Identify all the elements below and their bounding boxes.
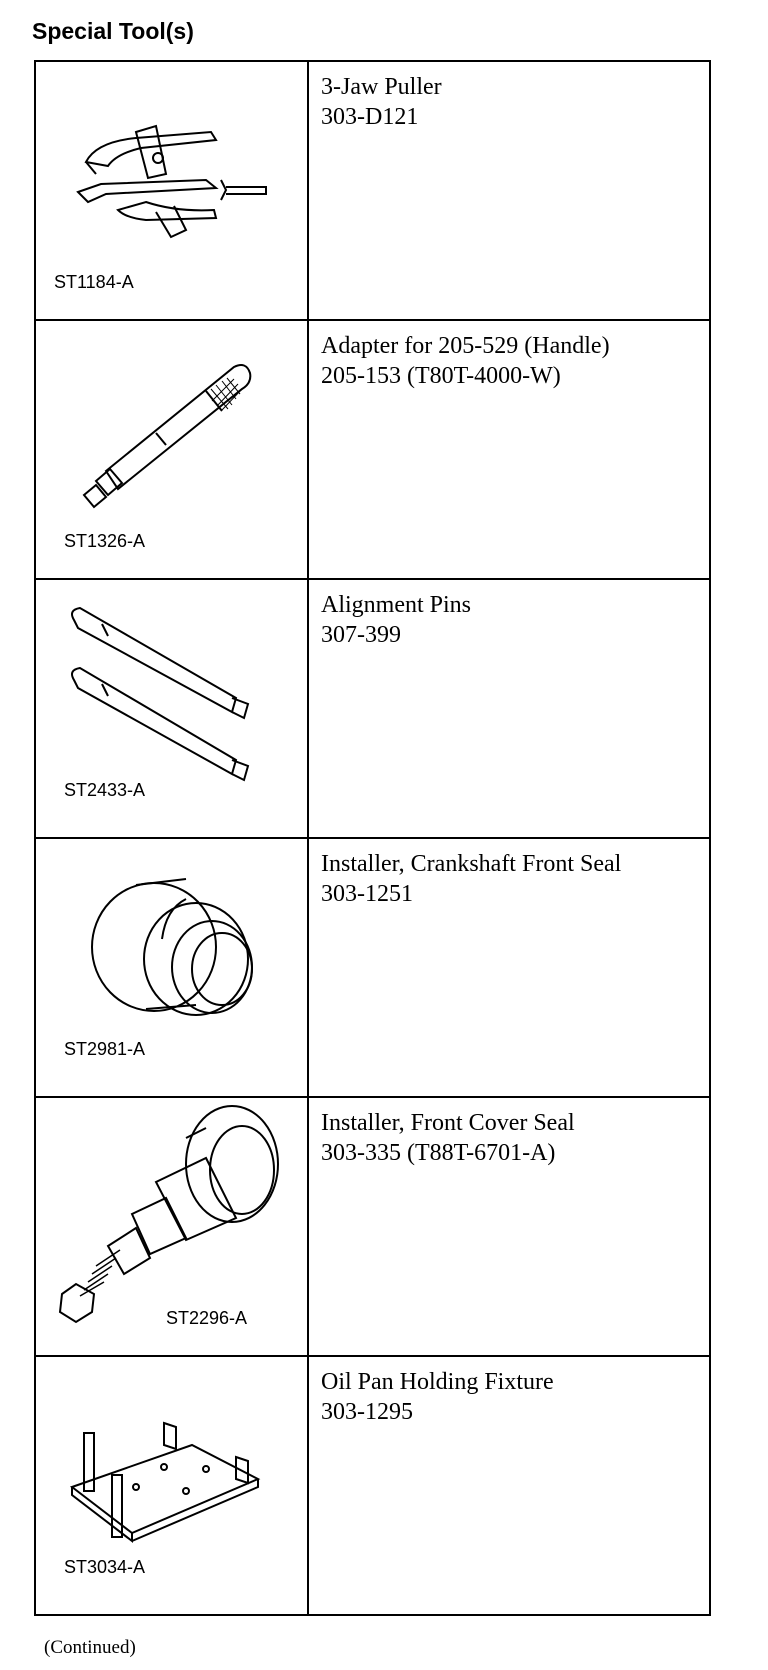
figure-code: ST2296-A: [166, 1308, 248, 1328]
tool-description-cell: [309, 321, 709, 578]
tool-number: 303-1295: [321, 1399, 413, 1425]
tool-name: Oil Pan Holding Fixture: [321, 1369, 554, 1395]
table-row: [36, 578, 709, 837]
tool-description-cell: [309, 62, 709, 319]
tool-figure-cell: [36, 1098, 309, 1355]
page-title: Special Tool(s): [32, 18, 194, 44]
tool-figure-cell: [36, 839, 309, 1096]
tool-figure-cell: [36, 62, 309, 319]
tool-figure-cell: [36, 321, 309, 578]
figure-code: ST3034-A: [64, 1557, 146, 1577]
special-tools-table: [34, 60, 711, 1616]
figure-code: ST2981-A: [64, 1039, 146, 1059]
tool-number: 303-D121: [321, 104, 419, 130]
tool-name: Adapter for 205-529 (Handle): [321, 333, 610, 359]
table-row: [36, 1355, 709, 1614]
tool-figure-cell: [36, 580, 309, 837]
tool-number: 303-335 (T88T-6701-A): [321, 1140, 556, 1166]
table-row: [36, 62, 709, 319]
tool-name: 3-Jaw Puller: [321, 74, 442, 100]
table-row: [36, 319, 709, 578]
continued-note: (Continued): [44, 1637, 136, 1658]
figure-code: ST1184-A: [54, 272, 134, 292]
tool-description-cell: [309, 580, 709, 837]
tool-description-cell: [309, 1357, 709, 1614]
tool-description-cell: [309, 1098, 709, 1355]
tool-name: Installer, Crankshaft Front Seal: [321, 851, 622, 877]
tool-description-cell: [309, 839, 709, 1096]
tool-number: 205-153 (T80T-4000-W): [321, 363, 561, 389]
table-row: [36, 837, 709, 1096]
figure-code: ST1326-A: [64, 531, 146, 551]
table-row: [36, 1096, 709, 1355]
tool-name: Installer, Front Cover Seal: [321, 1110, 575, 1136]
figure-code: ST2433-A: [64, 780, 146, 800]
tool-name: Alignment Pins: [321, 592, 472, 618]
tool-figure-cell: [36, 1357, 309, 1614]
tool-number: 303-1251: [321, 881, 413, 907]
tool-number: 307-399: [321, 622, 401, 648]
